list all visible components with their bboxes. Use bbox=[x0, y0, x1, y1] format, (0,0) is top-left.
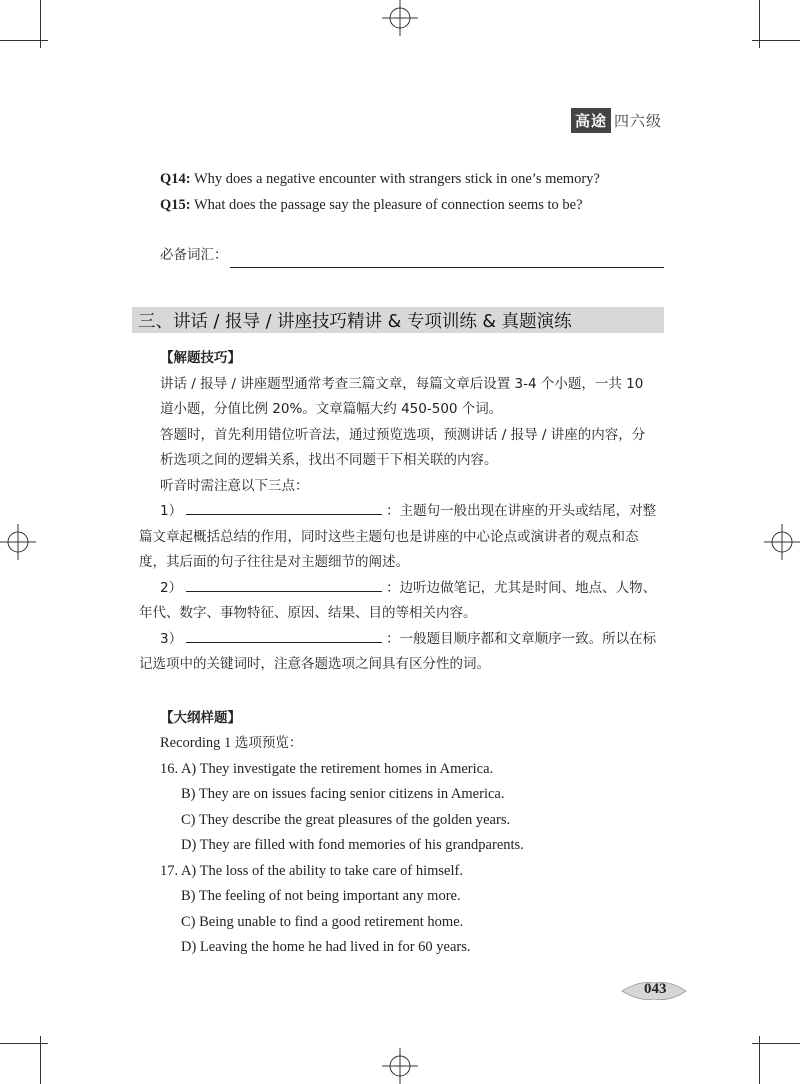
tips-item-3 bbox=[139, 627, 664, 678]
questions-block bbox=[160, 166, 664, 268]
question-q15 bbox=[160, 192, 664, 218]
question-16 bbox=[160, 757, 664, 859]
text-line bbox=[160, 627, 664, 653]
option-line: B) They are on issues facing senior citizens in America. bbox=[181, 786, 505, 802]
option-line: B) The feeling of not being important any more. bbox=[181, 888, 461, 904]
item-number: 3） bbox=[160, 630, 183, 647]
item-number: 1） bbox=[160, 503, 183, 519]
header-brand bbox=[571, 108, 662, 133]
option-line: 17. A) The loss of the ability to take care of himself. bbox=[160, 862, 463, 879]
text-span: 选项预览： bbox=[234, 735, 303, 751]
brand-logo-box: 高途 bbox=[571, 108, 611, 133]
option-line: C) They describe the great pleasures of the golden years. bbox=[181, 811, 511, 828]
question-text: What does the passage say the pleasure of connection seems to be? bbox=[190, 197, 583, 213]
tips-paragraph bbox=[160, 423, 664, 474]
crop-mark bbox=[752, 40, 800, 41]
registration-mark-icon bbox=[382, 0, 418, 36]
crop-mark bbox=[0, 40, 48, 41]
text-line bbox=[160, 576, 664, 602]
option-line: D) They are filled with fond memories of his grandparents. bbox=[181, 837, 524, 853]
text-span: ：一般题目顺序都和文章顺序一致。所以在标 bbox=[386, 630, 657, 647]
answer-blank[interactable] bbox=[186, 577, 382, 592]
registration-mark-icon bbox=[382, 1048, 418, 1084]
answer-blank[interactable] bbox=[186, 628, 382, 643]
brand-text: 四六级 bbox=[613, 112, 662, 130]
page-number: 043 bbox=[644, 981, 667, 997]
tips-item-1 bbox=[139, 499, 664, 576]
text-line: 析选项之间的逻辑关系，找出不同题干下相关联的内容。 bbox=[160, 452, 498, 468]
option-line: 16. A) They investigate the retirement homes in America. bbox=[160, 760, 494, 777]
question-q14 bbox=[160, 166, 664, 192]
vocab-blank[interactable] bbox=[230, 247, 665, 268]
text-line bbox=[160, 499, 664, 525]
option-line: D) Leaving the home he had lived in for 60 years. bbox=[181, 939, 471, 955]
tips-paragraph: 听音时需注意以下三点： bbox=[160, 477, 309, 494]
registration-mark-icon bbox=[764, 524, 800, 560]
text-span: ：主题句一般出现在讲座的开头或结尾，对整 bbox=[386, 503, 657, 519]
registration-mark-icon bbox=[0, 524, 36, 560]
text-line: 答题时，首先利用错位听音法，通过预览选项，预测讲话 / 报导 / 讲座的内容，分 bbox=[160, 426, 646, 443]
crop-mark bbox=[752, 1043, 800, 1044]
section-body bbox=[139, 346, 664, 961]
section-title: 三、讲话 / 报导 / 讲座技巧精讲 & 专项训练 & 真题演练 bbox=[132, 307, 664, 333]
text-line: 篇文章起概括总结的作用，同时这些主题句也是讲座的中心论点或演讲者的观点和态 bbox=[139, 528, 639, 545]
text-line: 记选项中的关键词时，注意各题选项之间具有区分性的词。 bbox=[139, 656, 490, 672]
tips-paragraph bbox=[160, 372, 664, 423]
question-number: Q14: bbox=[160, 171, 191, 187]
answer-blank[interactable] bbox=[186, 500, 382, 515]
vocab-label: 必备词汇： bbox=[160, 247, 228, 263]
option-line: C) Being unable to find a good retirement home. bbox=[181, 913, 464, 930]
vocab-row bbox=[160, 242, 664, 268]
crop-mark bbox=[0, 1043, 48, 1044]
item-number: 2） bbox=[160, 579, 183, 596]
tips-heading: 【解题技巧】 bbox=[160, 350, 241, 366]
text-line: 年代、数字、事物特征、原因、结果、目的等相关内容。 bbox=[139, 605, 477, 621]
outline-heading: 【大纲样题】 bbox=[160, 709, 241, 726]
question-17 bbox=[160, 859, 664, 961]
text-line: 道小题，分值比例 20%。文章篇幅大约 450-500 个词。 bbox=[160, 401, 503, 417]
text-span: ：边听边做笔记，尤其是时间、地点、人物、 bbox=[386, 579, 657, 596]
question-number: Q15: bbox=[160, 197, 191, 213]
text-span: Recording 1 bbox=[160, 735, 235, 751]
question-text: Why does a negative encounter with strangers stick in one’s memory? bbox=[190, 171, 600, 187]
text-line bbox=[160, 372, 664, 398]
recording-label bbox=[160, 731, 664, 757]
text-line: 度，其后面的句子往往是对主题细节的阐述。 bbox=[139, 554, 409, 570]
tips-item-2 bbox=[139, 576, 664, 627]
text-span: 讲话 / 报导 / 讲座题型通常考查三篇文章，每篇文章后设置 3-4 个小题，一共 10 bbox=[160, 375, 644, 392]
